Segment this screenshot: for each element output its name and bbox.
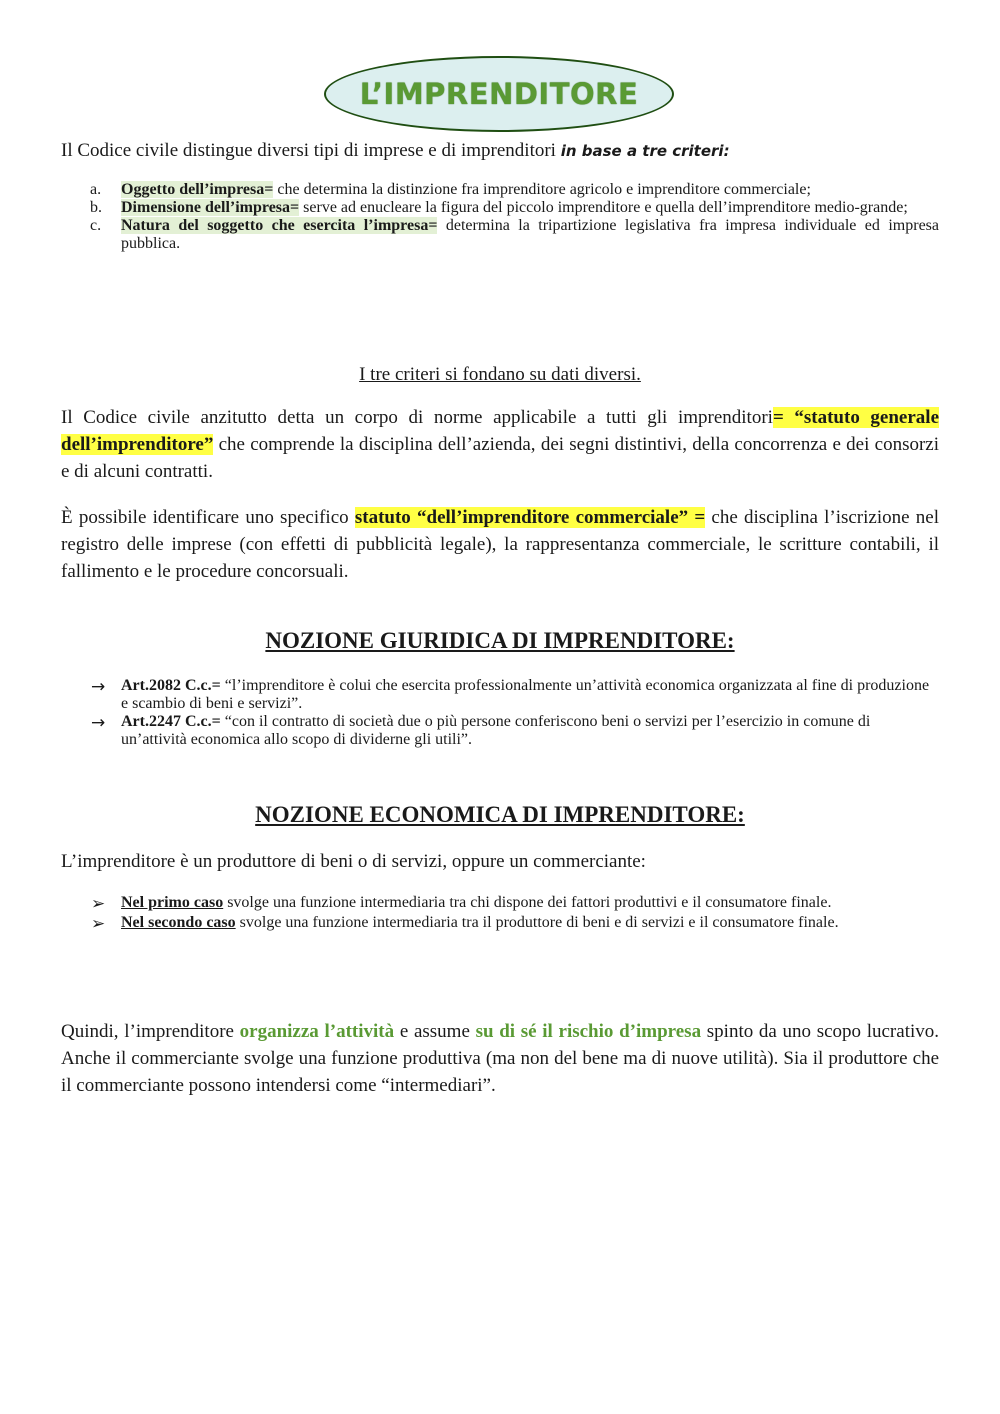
- list-item: [61, 677, 939, 713]
- list-marker: c.: [90, 217, 102, 234]
- conclusion-paragraph: [61, 1018, 939, 1099]
- triangle-bullet-icon: ➢: [91, 894, 106, 914]
- list-marker: b.: [90, 199, 102, 216]
- list-item: [61, 217, 939, 253]
- criteria-label: Dimensione dell’impresa=: [121, 199, 300, 216]
- article-label: Art.2082 C.c.=: [121, 677, 221, 694]
- list-item: [61, 894, 939, 914]
- list-item: [61, 181, 939, 199]
- cases-list: [61, 894, 939, 934]
- intro-paragraph: [61, 137, 939, 165]
- criteria-text: serve ad enucleare la figura del piccolo imprenditore e quella dell’imprenditore medio-grande;: [299, 199, 908, 216]
- intro-emphasis: in base a tre criteri:: [560, 142, 730, 160]
- criteria-text: determina la tripartizione legislativa fra impresa individuale ed impresa pubblica.: [121, 217, 939, 252]
- article-label: Art.2247 C.c.=: [121, 713, 221, 730]
- heading-economica: NOZIONE ECONOMICA DI IMPRENDITORE:: [255, 802, 745, 827]
- list-item: [61, 713, 939, 749]
- paragraph-text: È possibile identificare uno specifico: [61, 507, 355, 528]
- title-oval: [324, 56, 674, 132]
- statuto-commerciale-highlight: statuto “dell’imprenditore commerciale” =: [354, 507, 706, 528]
- case-text: svolge una funzione intermediaria tra il produttore di beni e di servizi e il consumatore finale.: [235, 914, 839, 931]
- intro-text: Il Codice civile distingue diversi tipi di imprese e di imprenditori: [61, 140, 561, 161]
- heading-giuridica: NOZIONE GIURIDICA DI IMPRENDITORE:: [265, 628, 735, 653]
- green-emphasis: su di sé il rischio d’impresa: [475, 1021, 702, 1042]
- articles-list: [61, 677, 939, 749]
- economic-intro: L’imprenditore è un produttore di beni o di servizi, oppure un commerciante:: [61, 851, 646, 872]
- list-item: [61, 914, 939, 934]
- list-marker: a.: [90, 181, 102, 198]
- criteria-label: Oggetto dell’impresa=: [121, 181, 274, 198]
- paragraph-text: che comprende la disciplina dell’azienda, dei segni distintivi, della concorrenza e dei consorzi e di alcuni contratti.: [61, 434, 939, 482]
- article-text: “l’imprenditore è colui che esercita professionalmente un’attività economica organizzata al fine di produzione e scambio di beni e servizi”.: [121, 677, 930, 712]
- paragraph-text: Il Codice civile anzitutto detta un corpo di norme applicabile a tutti gli imprenditori: [61, 407, 773, 428]
- statuto-generale-paragraph: [61, 404, 939, 485]
- page-title: L’IMPRENDITORE: [359, 77, 639, 111]
- paragraph-text: che disciplina l’iscrizione nel registro delle imprese (con effetti di pubblicità legale), la rappresentanza commerciale, le scritture contabili, il fallimento e le procedure concorsuali.: [61, 507, 939, 582]
- article-text: “con il contratto di società due o più persone conferiscono beni o servizi per l’esercizio in comune di un’attività economica allo scopo di dividerne gli utili”.: [121, 713, 871, 748]
- paragraph-text: spinto da uno scopo lucrativo. Anche il commerciante svolge una funzione produttiva (ma non del bene ma di nuove utilità). Sia il produttore che il commerciante possono intendersi come “intermediari”.: [61, 1021, 940, 1096]
- paragraph-text: Quindi, l’imprenditore: [61, 1021, 240, 1042]
- criteria-note: I tre criteri si fondano su dati diversi.: [359, 364, 641, 385]
- triangle-bullet-icon: ➢: [91, 914, 106, 934]
- paragraph-text: e assume: [394, 1021, 476, 1042]
- case-label: Nel secondo caso: [121, 914, 236, 931]
- green-emphasis: organizza l’attività: [239, 1021, 395, 1042]
- title-banner: [324, 56, 674, 132]
- criteria-label: Natura del soggetto che esercita l’impresa=: [121, 217, 438, 234]
- criteria-text: che determina la distinzione fra imprenditore agricolo e imprenditore commerciale;: [273, 181, 811, 198]
- arrow-icon: →: [91, 677, 106, 697]
- list-item: [61, 199, 939, 217]
- arrow-icon: →: [91, 713, 106, 733]
- criteria-list: [61, 181, 939, 253]
- statuto-generale-highlight: = “statuto generale dell’imprenditore”: [61, 407, 939, 455]
- case-text: svolge una funzione intermediaria tra chi dispone dei fattori produttivi e il consumatore finale.: [223, 894, 832, 911]
- case-label: Nel primo caso: [121, 894, 224, 911]
- statuto-commerciale-paragraph: [61, 504, 939, 585]
